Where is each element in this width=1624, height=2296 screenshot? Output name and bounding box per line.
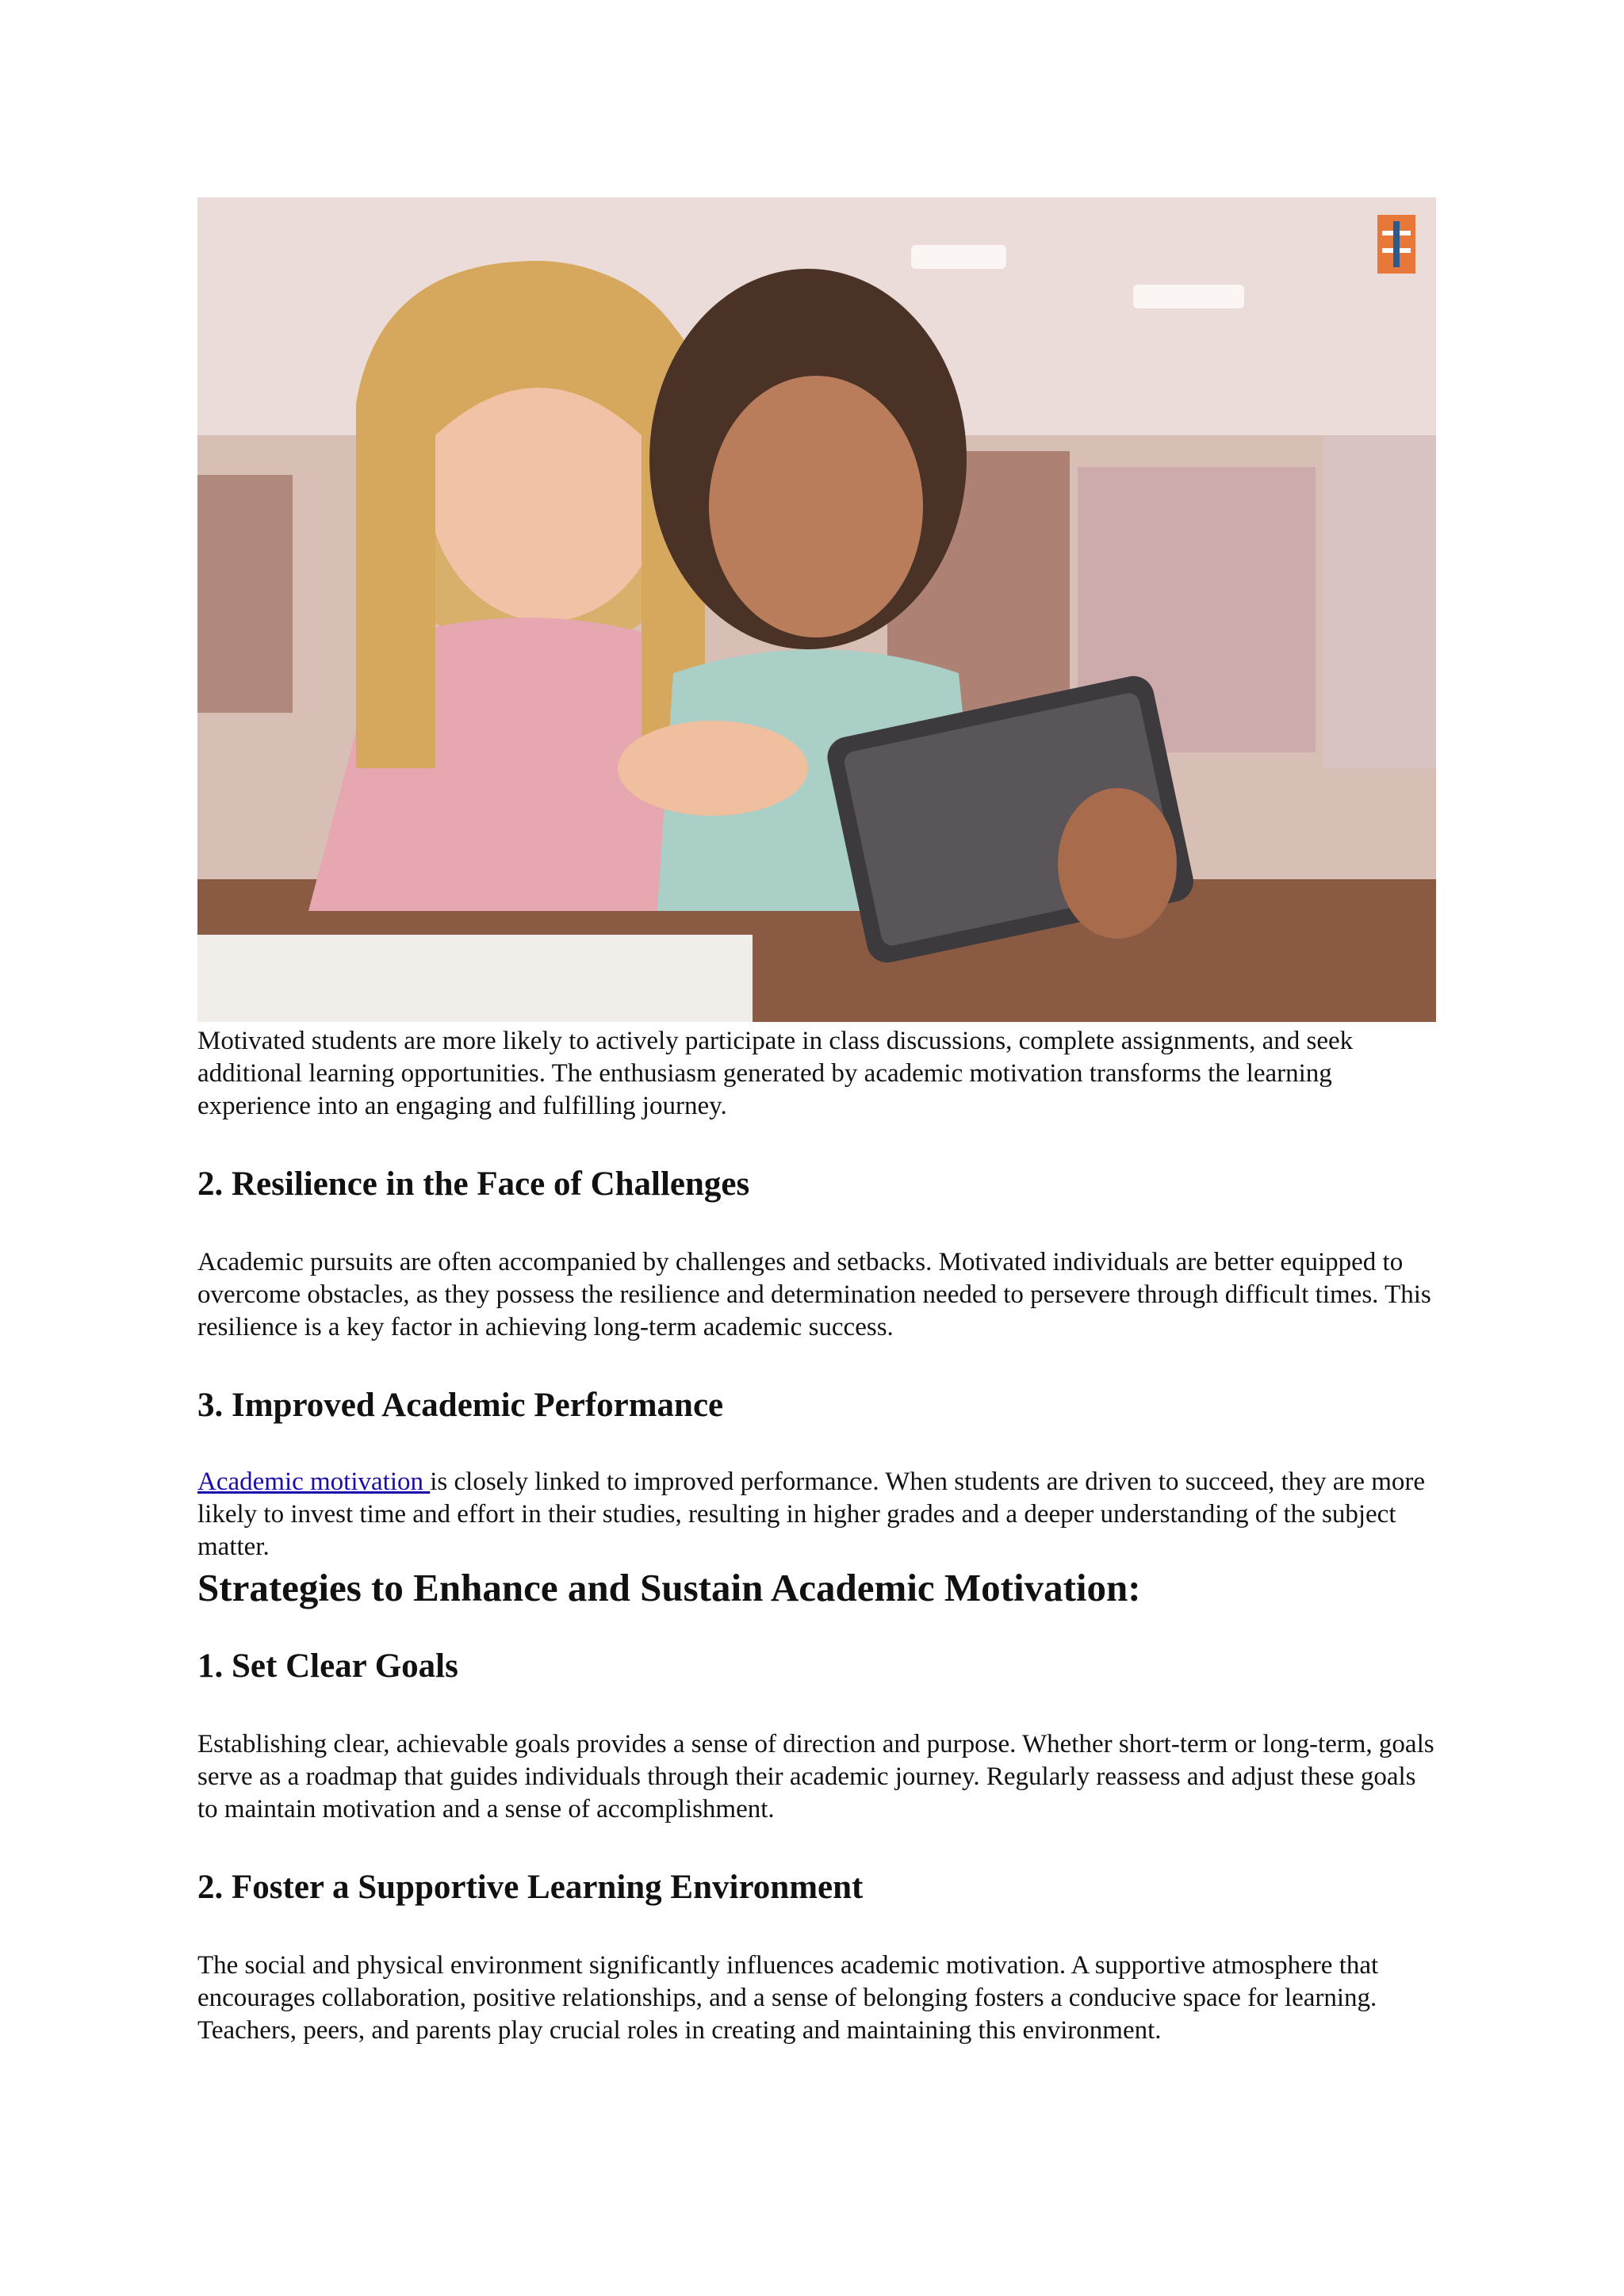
heading-strategies: Strategies to Enhance and Sustain Academic Motivation: <box>197 1566 1141 1609</box>
hero-photo <box>197 197 1436 1022</box>
heading-resilience: 2. Resilience in the Face of Challenges <box>197 1165 750 1203</box>
paragraph-performance <box>197 1466 1434 1563</box>
paragraph-supportive-environment: The social and physical environment significantly influences academic motivation. A supportive atmosphere that encourages collaboration, positive relationships, and a sense of belonging fosters a conducive space for learning. Teachers, peers, and parents play crucial roles in creating and maintaining this environment. <box>197 1951 1379 2045</box>
paragraph-resilience: Academic pursuits are often accompanied by challenges and setbacks. Motivated individuals are better equipped to overcome obstacles, as they possess the resilience and determination needed to persevere through difficult times. This resilience is a key factor in achieving long-term academic success. <box>197 1248 1431 1341</box>
brand-logo-icon <box>1377 215 1415 274</box>
intro-paragraph: Motivated students are more likely to actively participate in class discussions, complete assignments, and seek additional learning opportunities. The enthusiasm generated by academic motivation transforms the learning experience into an engaging and fulfilling journey. <box>197 1027 1354 1120</box>
heading-supportive-environment: 2. Foster a Supportive Learning Environment <box>197 1869 864 1906</box>
hero-illustration <box>197 197 1436 1022</box>
heading-set-clear-goals: 1. Set Clear Goals <box>197 1647 458 1685</box>
article-page <box>197 197 1434 2047</box>
heading-performance: 3. Improved Academic Performance <box>197 1387 724 1424</box>
paragraph-set-clear-goals: Establishing clear, achievable goals provides a sense of direction and purpose. Whether short-term or long-term, goals serve as a roadmap that guides individuals through their academic journey. Regularly reassess and adjust these goals to maintain motivation and a sense of accomplishment. <box>197 1730 1434 1823</box>
paragraph-performance-text: is closely linked to improved performance. When students are driven to succeed, they are more likely to invest time and effort in their studies, resulting in higher grades and a deeper understanding of the subject matter. <box>197 1468 1426 1561</box>
academic-motivation-link[interactable]: Academic motivation <box>197 1468 431 1496</box>
